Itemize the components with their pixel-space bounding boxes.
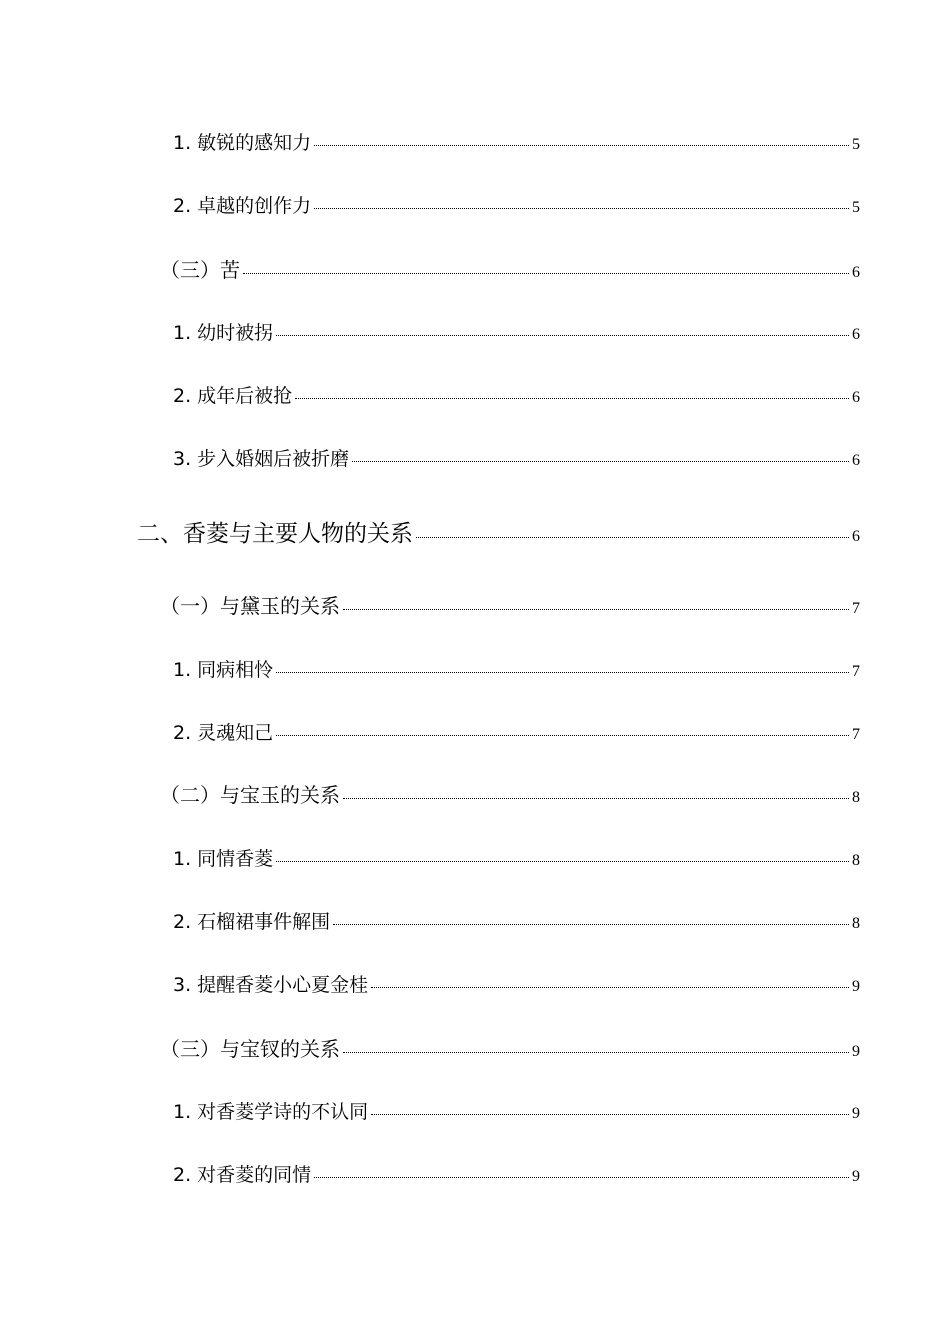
toc-entry-label: 2. 石榴裙事件解围 [173, 911, 331, 933]
toc-entry[interactable] [137, 515, 860, 548]
dot-leader [314, 1177, 849, 1178]
toc-entry[interactable] [160, 590, 860, 619]
toc-entry-page: 6 [852, 528, 860, 545]
toc-entry-page: 5 [852, 136, 860, 153]
dot-leader [276, 735, 849, 736]
toc-entry[interactable] [173, 128, 860, 155]
toc-entry-label: 2. 成年后被抢 [173, 385, 293, 407]
dot-leader [371, 987, 849, 988]
toc-entry-page: 8 [852, 789, 860, 806]
toc-entry[interactable] [173, 907, 860, 934]
toc-entry[interactable] [173, 1160, 860, 1187]
toc-entry-page: 9 [852, 978, 860, 995]
toc-entry-label: 2. 灵魂知己 [173, 722, 274, 744]
toc-entry-page: 9 [852, 1105, 860, 1122]
toc-entry-page: 7 [852, 663, 860, 680]
toc-entry-label: （三）与宝钗的关系 [160, 1037, 340, 1061]
toc-entry[interactable] [173, 970, 860, 997]
toc-entry-label: 3. 步入婚姻后被折磨 [173, 448, 350, 470]
toc-entry-page: 6 [852, 326, 860, 343]
dot-leader [276, 861, 849, 862]
dot-leader [352, 461, 849, 462]
dot-leader [343, 609, 849, 610]
toc-entry-label: 二、香菱与主要人物的关系 [137, 521, 413, 547]
toc-entry[interactable] [160, 1033, 860, 1062]
dot-leader [276, 335, 849, 336]
toc-entry-page: 9 [852, 1168, 860, 1185]
toc-entry-label: 2. 对香菱的同情 [173, 1164, 312, 1186]
dot-leader [276, 672, 849, 673]
dot-leader [295, 398, 849, 399]
toc-entry[interactable] [160, 779, 860, 808]
toc-entry[interactable] [173, 718, 860, 745]
toc-entry-label: 1. 对香菱学诗的不认同 [173, 1101, 369, 1123]
toc-entry-page: 6 [852, 452, 860, 469]
toc-entry-label: （一）与黛玉的关系 [160, 594, 340, 618]
toc-entry-page: 8 [852, 852, 860, 869]
toc-entry[interactable] [173, 318, 860, 345]
toc-entry[interactable] [173, 844, 860, 871]
toc-entry-label: 2. 卓越的创作力 [173, 195, 312, 217]
toc-entry-page: 6 [852, 264, 860, 281]
dot-leader [343, 798, 849, 799]
toc-entry[interactable] [173, 444, 860, 471]
toc-entry[interactable] [173, 1097, 860, 1124]
dot-leader [243, 273, 849, 274]
toc-entry-page: 9 [852, 1043, 860, 1060]
dot-leader [333, 924, 849, 925]
toc-entry[interactable] [160, 254, 860, 283]
toc-entry[interactable] [173, 191, 860, 218]
toc-entry-page: 6 [852, 389, 860, 406]
dot-leader [416, 537, 849, 538]
toc-entry-label: 1. 同情香菱 [173, 848, 274, 870]
toc-entry-label: （三）苦 [160, 258, 240, 282]
dot-leader [314, 145, 849, 146]
toc-entry[interactable] [173, 381, 860, 408]
dot-leader [314, 208, 849, 209]
toc-entry-label: （二）与宝玉的关系 [160, 783, 340, 807]
toc-entry-page: 7 [852, 600, 860, 617]
toc-entry-page: 5 [852, 199, 860, 216]
toc-entry-label: 1. 同病相怜 [173, 659, 274, 681]
toc-entry-page: 7 [852, 726, 860, 743]
toc-entry-label: 3. 提醒香菱小心夏金桂 [173, 974, 369, 996]
dot-leader [343, 1052, 849, 1053]
toc-entry-page: 8 [852, 915, 860, 932]
toc-entry-label: 1. 敏锐的感知力 [173, 132, 312, 154]
toc-entry-label: 1. 幼时被拐 [173, 322, 274, 344]
dot-leader [371, 1114, 849, 1115]
toc-entry[interactable] [173, 655, 860, 682]
